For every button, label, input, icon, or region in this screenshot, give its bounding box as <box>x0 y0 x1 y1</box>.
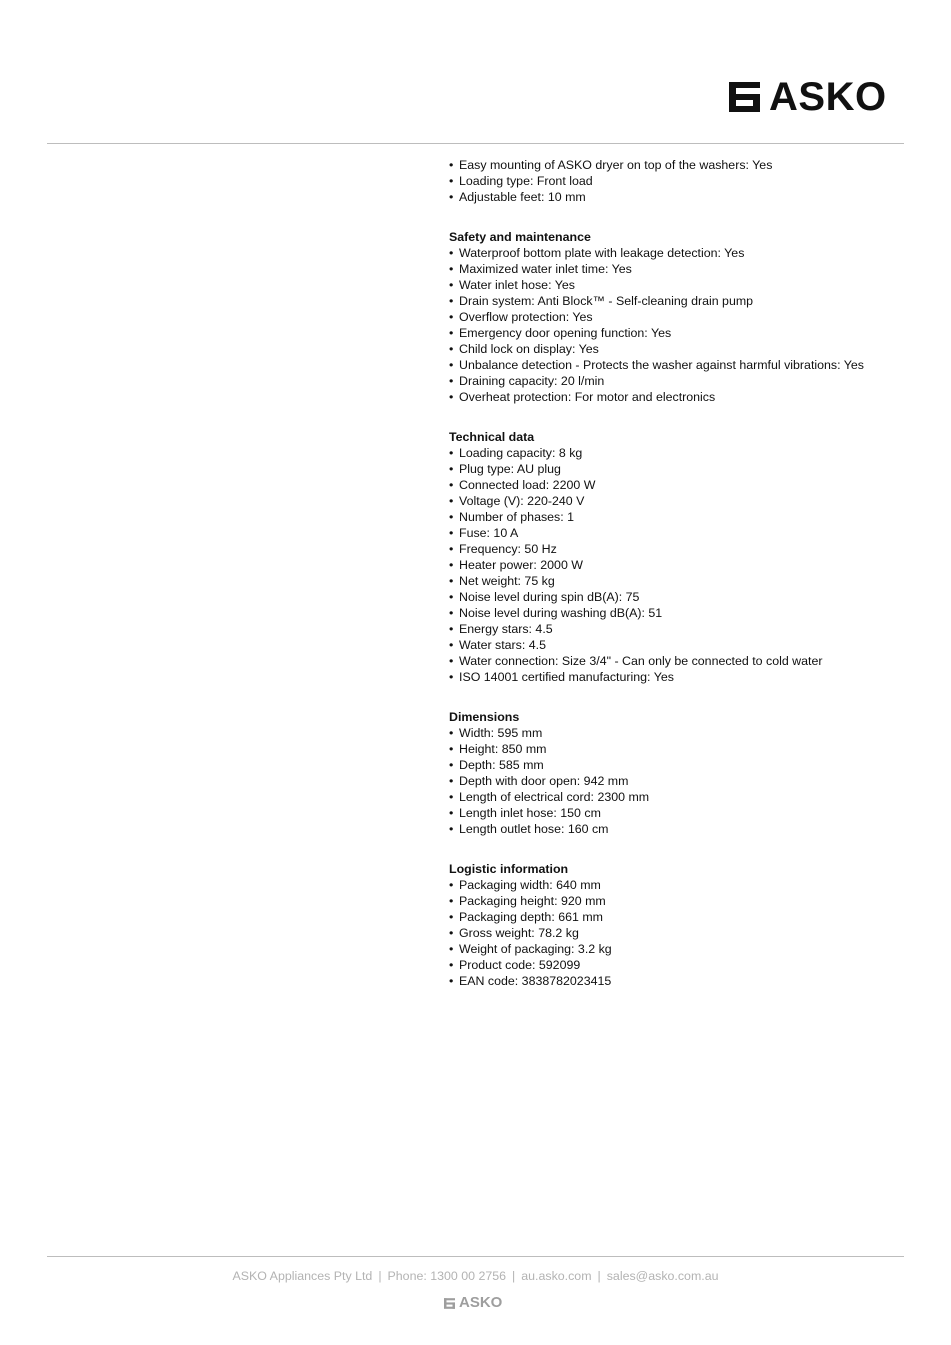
list-item <box>449 509 909 525</box>
list-item-text: Product code: 592099 <box>459 958 581 972</box>
bullet-icon: • <box>449 670 454 684</box>
list-item-text: Weight of packaging: 3.2 kg <box>459 942 612 956</box>
list-item <box>449 973 909 989</box>
list-item <box>449 877 909 893</box>
section-title: Safety and maintenance <box>449 230 591 244</box>
bullet-icon: • <box>449 326 454 340</box>
list-item <box>449 789 909 805</box>
footer-email-link[interactable]: sales@asko.com.au <box>606 1269 719 1283</box>
bullet-icon: • <box>449 822 454 836</box>
list-item <box>449 725 909 741</box>
list-item-text: Easy mounting of ASKO dryer on top of the washers: Yes <box>459 158 773 172</box>
technical-section <box>449 430 909 685</box>
intro-section <box>449 157 909 205</box>
list-item <box>449 893 909 909</box>
list-item <box>449 621 909 637</box>
bullet-icon: • <box>449 542 454 556</box>
list-item-text: Packaging width: 640 mm <box>459 878 601 892</box>
footer-phone: Phone: 1300 00 2756 <box>387 1269 507 1283</box>
footer-contact <box>0 1268 951 1284</box>
bullet-icon: • <box>449 774 454 788</box>
bullet-icon: • <box>449 462 454 476</box>
list-item <box>449 941 909 957</box>
bullet-icon: • <box>449 758 454 772</box>
bullet-icon: • <box>449 510 454 524</box>
list-item <box>449 325 909 341</box>
intro-list <box>449 157 909 205</box>
bullet-icon: • <box>449 958 454 972</box>
list-item-text: Noise level during spin dB(A): 75 <box>459 590 640 604</box>
list-item <box>449 189 909 205</box>
list-item-text: Water stars: 4.5 <box>459 638 546 652</box>
list-item <box>449 605 909 621</box>
list-item-text: Energy stars: 4.5 <box>459 622 553 636</box>
bullet-icon: • <box>449 190 454 204</box>
bullet-icon: • <box>449 942 454 956</box>
list-item <box>449 389 909 405</box>
bullet-icon: • <box>449 574 454 588</box>
bullet-icon: • <box>449 262 454 276</box>
bullet-icon: • <box>449 158 454 172</box>
header-divider <box>47 143 904 144</box>
list-item <box>449 669 909 685</box>
list-item-text: Draining capacity: 20 l/min <box>459 374 605 388</box>
list-item <box>449 653 909 669</box>
bullet-icon: • <box>449 294 454 308</box>
bullet-icon: • <box>449 806 454 820</box>
list-item <box>449 741 909 757</box>
list-item-text: Child lock on display: Yes <box>459 342 599 356</box>
list-item <box>449 541 909 557</box>
list-item <box>449 757 909 773</box>
list-item <box>449 293 909 309</box>
list-item <box>449 341 909 357</box>
bullet-icon: • <box>449 174 454 188</box>
list-item <box>449 261 909 277</box>
list-item-text: Loading capacity: 8 kg <box>459 446 583 460</box>
list-item-text: Frequency: 50 Hz <box>459 542 557 556</box>
list-item-text: Packaging height: 920 mm <box>459 894 606 908</box>
list-item <box>449 157 909 173</box>
list-item <box>449 925 909 941</box>
list-item-text: Height: 850 mm <box>459 742 547 756</box>
logistic-section <box>449 862 909 989</box>
list-item <box>449 461 909 477</box>
list-item <box>449 445 909 461</box>
list-item-text: Drain system: Anti Block™ - Self-cleaning drain pump <box>459 294 754 308</box>
footer-separator: | <box>378 1269 382 1283</box>
list-item <box>449 909 909 925</box>
bullet-icon: • <box>449 358 454 372</box>
list-item <box>449 173 909 189</box>
list-item-text: ISO 14001 certified manufacturing: Yes <box>459 670 674 684</box>
footer-company: ASKO Appliances Pty Ltd <box>232 1269 373 1283</box>
list-item <box>449 357 909 373</box>
bullet-icon: • <box>449 390 454 404</box>
footer-divider <box>47 1256 904 1257</box>
bullet-icon: • <box>449 974 454 988</box>
list-item-text: Net weight: 75 kg <box>459 574 555 588</box>
asko-logo-mark-icon <box>729 82 760 112</box>
list-item-text: Water connection: Size 3/4" - Can only be connected to cold water <box>459 654 823 668</box>
list-item-text: Fuse: 10 A <box>459 526 519 540</box>
bullet-icon: • <box>449 894 454 908</box>
bullet-icon: • <box>449 742 454 756</box>
technical-list <box>449 445 909 685</box>
list-item-text: Waterproof bottom plate with leakage detection: Yes <box>459 246 745 260</box>
footer-asko-logo <box>444 1295 502 1311</box>
section-title: Technical data <box>449 430 535 444</box>
list-item-text: Length of electrical cord: 2300 mm <box>459 790 650 804</box>
footer-logo-text: ASKO <box>459 1294 503 1311</box>
bullet-icon: • <box>449 478 454 492</box>
safety-section <box>449 230 909 405</box>
list-item <box>449 573 909 589</box>
list-item <box>449 493 909 509</box>
bullet-icon: • <box>449 926 454 940</box>
list-item-text: Voltage (V): 220-240 V <box>459 494 585 508</box>
list-item-text: Noise level during washing dB(A): 51 <box>459 606 663 620</box>
section-title: Logistic information <box>449 862 569 876</box>
list-item <box>449 373 909 389</box>
bullet-icon: • <box>449 606 454 620</box>
list-item <box>449 805 909 821</box>
bullet-icon: • <box>449 278 454 292</box>
bullet-icon: • <box>449 590 454 604</box>
list-item <box>449 637 909 653</box>
list-item-text: EAN code: 3838782023415 <box>459 974 612 988</box>
list-item-text: Adjustable feet: 10 mm <box>459 190 586 204</box>
bullet-icon: • <box>449 310 454 324</box>
bullet-icon: • <box>449 342 454 356</box>
list-item <box>449 477 909 493</box>
list-item <box>449 773 909 789</box>
bullet-icon: • <box>449 790 454 804</box>
list-item <box>449 277 909 293</box>
list-item-text: Depth: 585 mm <box>459 758 544 772</box>
list-item-text: Length inlet hose: 150 cm <box>459 806 601 820</box>
list-item-text: Plug type: AU plug <box>459 462 561 476</box>
asko-logo <box>729 75 897 119</box>
footer-website-link[interactable]: au.asko.com <box>521 1269 592 1283</box>
bullet-icon: • <box>449 446 454 460</box>
list-item <box>449 525 909 541</box>
list-item-text: Emergency door opening function: Yes <box>459 326 672 340</box>
safety-list <box>449 245 909 405</box>
asko-logo-text: ASKO <box>769 75 887 119</box>
footer-separator: | <box>512 1269 516 1283</box>
spec-content <box>449 157 909 1014</box>
list-item-text: Width: 595 mm <box>459 726 543 740</box>
bullet-icon: • <box>449 526 454 540</box>
list-item <box>449 245 909 261</box>
bullet-icon: • <box>449 638 454 652</box>
dimensions-section <box>449 710 909 837</box>
list-item-text: Gross weight: 78.2 kg <box>459 926 579 940</box>
list-item-text: Connected load: 2200 W <box>459 478 596 492</box>
list-item-text: Water inlet hose: Yes <box>459 278 575 292</box>
logistic-list <box>449 877 909 989</box>
bullet-icon: • <box>449 558 454 572</box>
bullet-icon: • <box>449 494 454 508</box>
list-item <box>449 309 909 325</box>
list-item-text: Depth with door open: 942 mm <box>459 774 629 788</box>
bullet-icon: • <box>449 910 454 924</box>
footer-separator: | <box>597 1269 601 1283</box>
list-item <box>449 557 909 573</box>
section-title: Dimensions <box>449 710 520 724</box>
bullet-icon: • <box>449 622 454 636</box>
list-item-text: Heater power: 2000 W <box>459 558 583 572</box>
list-item-text: Number of phases: 1 <box>459 510 575 524</box>
dimensions-list <box>449 725 909 837</box>
list-item <box>449 957 909 973</box>
bullet-icon: • <box>449 374 454 388</box>
list-item <box>449 589 909 605</box>
list-item-text: Loading type: Front load <box>459 174 593 188</box>
list-item-text: Maximized water inlet time: Yes <box>459 262 632 276</box>
list-item-text: Packaging depth: 661 mm <box>459 910 603 924</box>
list-item-text: Overheat protection: For motor and electronics <box>459 390 716 404</box>
bullet-icon: • <box>449 246 454 260</box>
bullet-icon: • <box>449 878 454 892</box>
list-item-text: Unbalance detection - Protects the washer against harmful vibrations: Yes <box>459 358 864 372</box>
list-item-text: Length outlet hose: 160 cm <box>459 822 609 836</box>
bullet-icon: • <box>449 654 454 668</box>
list-item-text: Overflow protection: Yes <box>459 310 593 324</box>
list-item <box>449 821 909 837</box>
asko-logo-mark-icon <box>444 1298 455 1309</box>
bullet-icon: • <box>449 726 454 740</box>
